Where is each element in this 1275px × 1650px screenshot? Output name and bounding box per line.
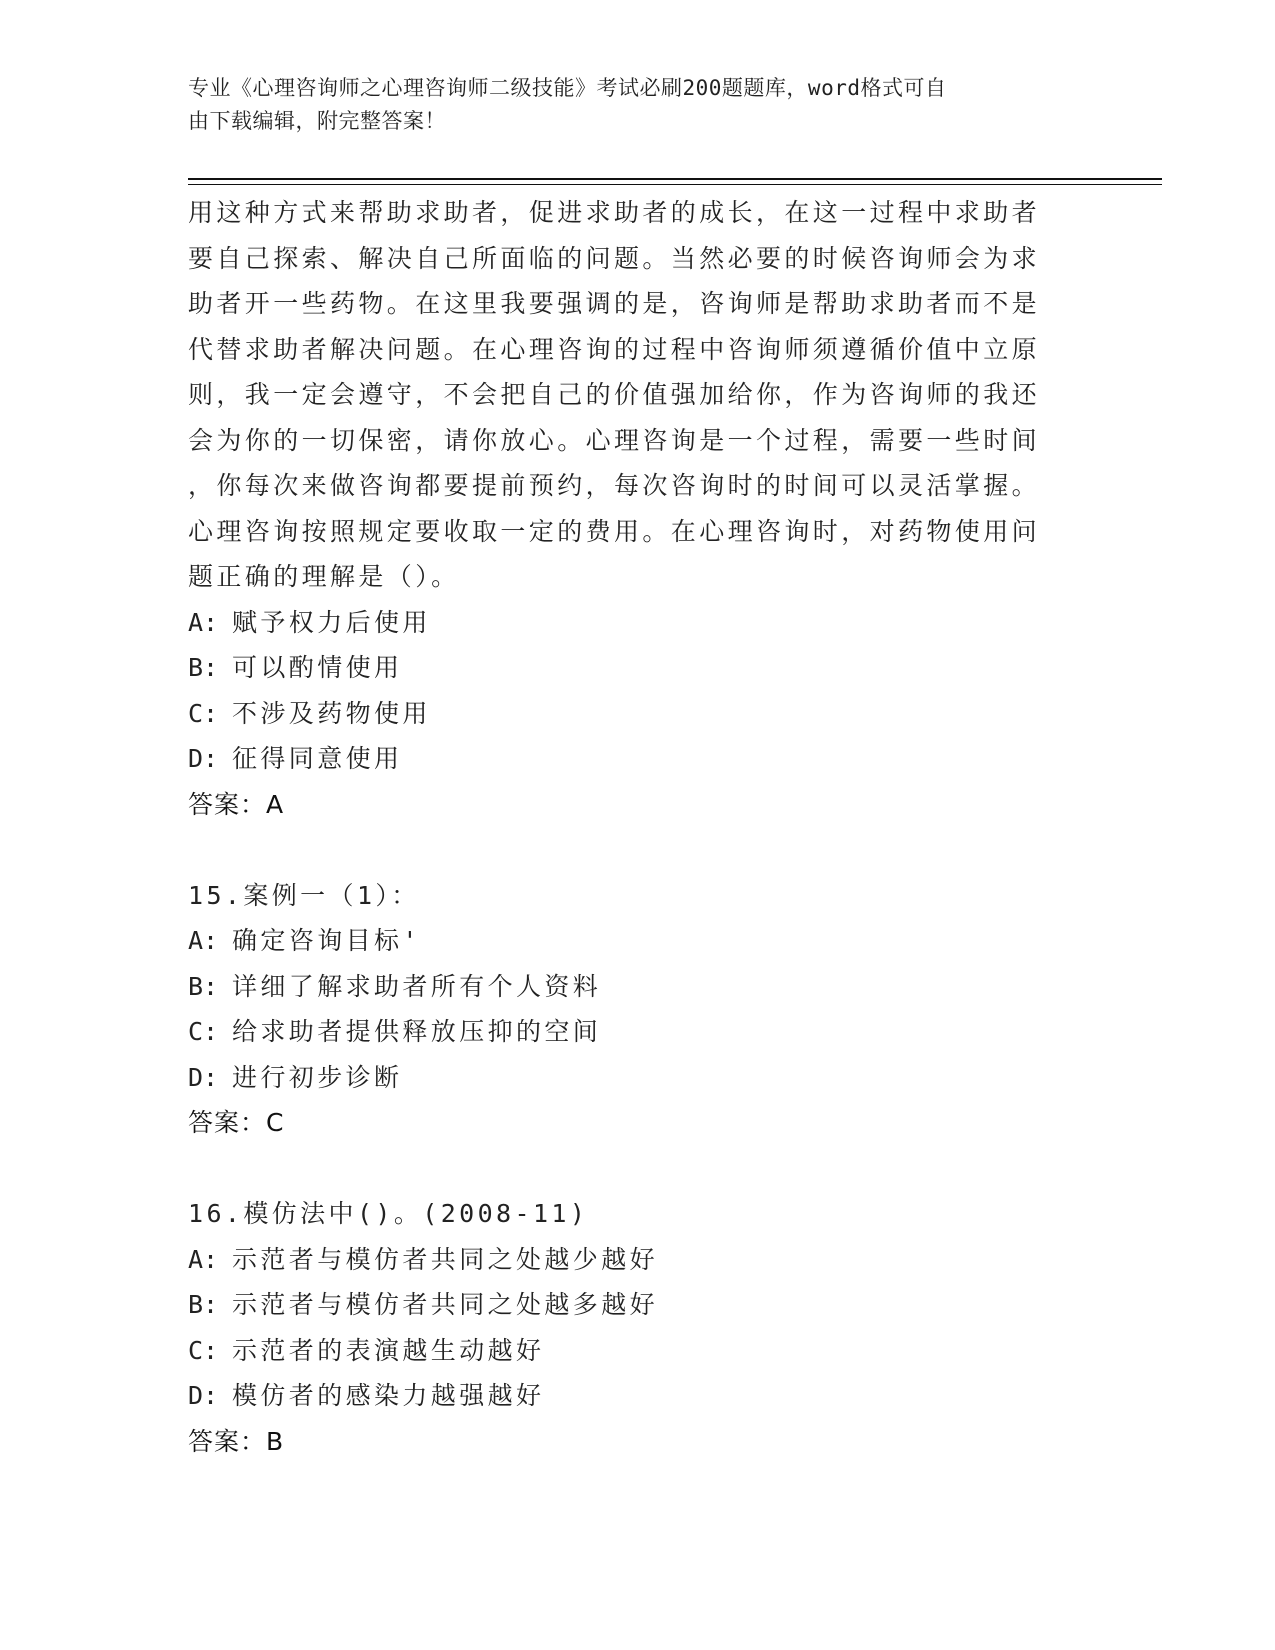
question-15-option-a	[188, 918, 1088, 964]
question-14-stem-line: 题正确的理解是（）。	[188, 562, 460, 591]
option-key: D:	[188, 1381, 219, 1410]
question-14-stem-line: 会为你的一切保密，请你放心。心理咨询是一个过程，需要一些时间	[188, 425, 1041, 455]
question-15	[188, 873, 1088, 1146]
question-15-option-b	[188, 964, 1088, 1010]
option-text: 模仿者的感染力越强越好	[232, 1381, 545, 1410]
question-14-stem-line: 要自己探索、解决自己所面临的问题。当然必要的时候咨询师会为求	[188, 243, 1041, 273]
option-text: 征得同意使用	[232, 744, 403, 773]
section-gap	[188, 827, 1088, 873]
question-14-option-c	[188, 691, 1088, 737]
question-content	[188, 190, 1088, 1464]
option-text: 给求助者提供释放压抑的空间	[232, 1017, 602, 1046]
option-key: C:	[188, 1017, 219, 1046]
option-text: 确定咨询目标'	[232, 926, 421, 955]
option-text: 示范者与模仿者共同之处越多越好	[232, 1290, 659, 1319]
question-16-stem: 16.模仿法中()。(2008-11)	[188, 1199, 589, 1228]
question-14-option-b	[188, 645, 1088, 691]
question-16-option-b	[188, 1282, 1088, 1328]
option-key: D:	[188, 1062, 219, 1092]
question-14-option-a	[188, 600, 1088, 646]
option-text: 示范者与模仿者共同之处越少越好	[232, 1244, 659, 1274]
question-15-stem: 15.案例一（1）：	[188, 880, 420, 910]
question-14	[188, 190, 1088, 827]
option-key: A:	[188, 1244, 219, 1274]
option-key: A:	[188, 926, 219, 955]
document-header	[188, 72, 1068, 138]
question-14-option-d	[188, 736, 1088, 782]
question-15-option-d	[188, 1055, 1088, 1101]
option-key: C:	[188, 698, 219, 728]
option-key: B:	[188, 971, 219, 1001]
option-key: C:	[188, 1335, 219, 1365]
question-14-stem-line: 代替求助者解决问题。在心理咨询的过程中咨询师须遵循价值中立原	[188, 334, 1041, 364]
question-16-option-a	[188, 1237, 1088, 1283]
option-key: D:	[188, 744, 219, 773]
question-15-option-c	[188, 1009, 1088, 1055]
option-key: B:	[188, 653, 219, 682]
question-16-option-c	[188, 1328, 1088, 1374]
section-gap	[188, 1146, 1088, 1192]
header-divider	[188, 178, 1162, 185]
question-14-stem-line: ，你每次来做咨询都要提前预约，每次咨询时的时间可以灵活掌握。	[188, 471, 1041, 500]
header-title-line-1: 专业《心理咨询师之心理咨询师二级技能》考试必刷200题题库，word格式可自	[188, 76, 947, 100]
question-16-answer: 答案：B	[188, 1426, 285, 1456]
question-14-stem-line: 用这种方式来帮助求助者，促进求助者的成长，在这一过程中求助者	[188, 198, 1041, 227]
question-16	[188, 1191, 1088, 1464]
header-title-line-2: 由下载编辑，附完整答案！	[188, 109, 446, 133]
option-key: A:	[188, 607, 219, 637]
option-text: 可以酌情使用	[232, 653, 403, 682]
option-text: 进行初步诊断	[232, 1062, 403, 1092]
option-text: 赋予权力后使用	[232, 607, 431, 637]
option-text: 示范者的表演越生动越好	[232, 1335, 545, 1365]
option-text: 详细了解求助者所有个人资料	[232, 971, 602, 1001]
question-15-answer: 答案：C	[188, 1108, 285, 1137]
question-14-answer: 答案：A	[188, 789, 285, 819]
question-14-stem-line: 则，我一定会遵守，不会把自己的价值强加给你，作为咨询师的我还	[188, 380, 1041, 409]
question-14-stem-line: 心理咨询按照规定要收取一定的费用。在心理咨询时，对药物使用问	[188, 516, 1041, 546]
question-16-option-d	[188, 1373, 1088, 1419]
option-text: 不涉及药物使用	[232, 698, 431, 728]
option-key: B:	[188, 1290, 219, 1319]
question-14-stem-line: 助者开一些药物。在这里我要强调的是，咨询师是帮助求助者而不是	[188, 289, 1041, 318]
